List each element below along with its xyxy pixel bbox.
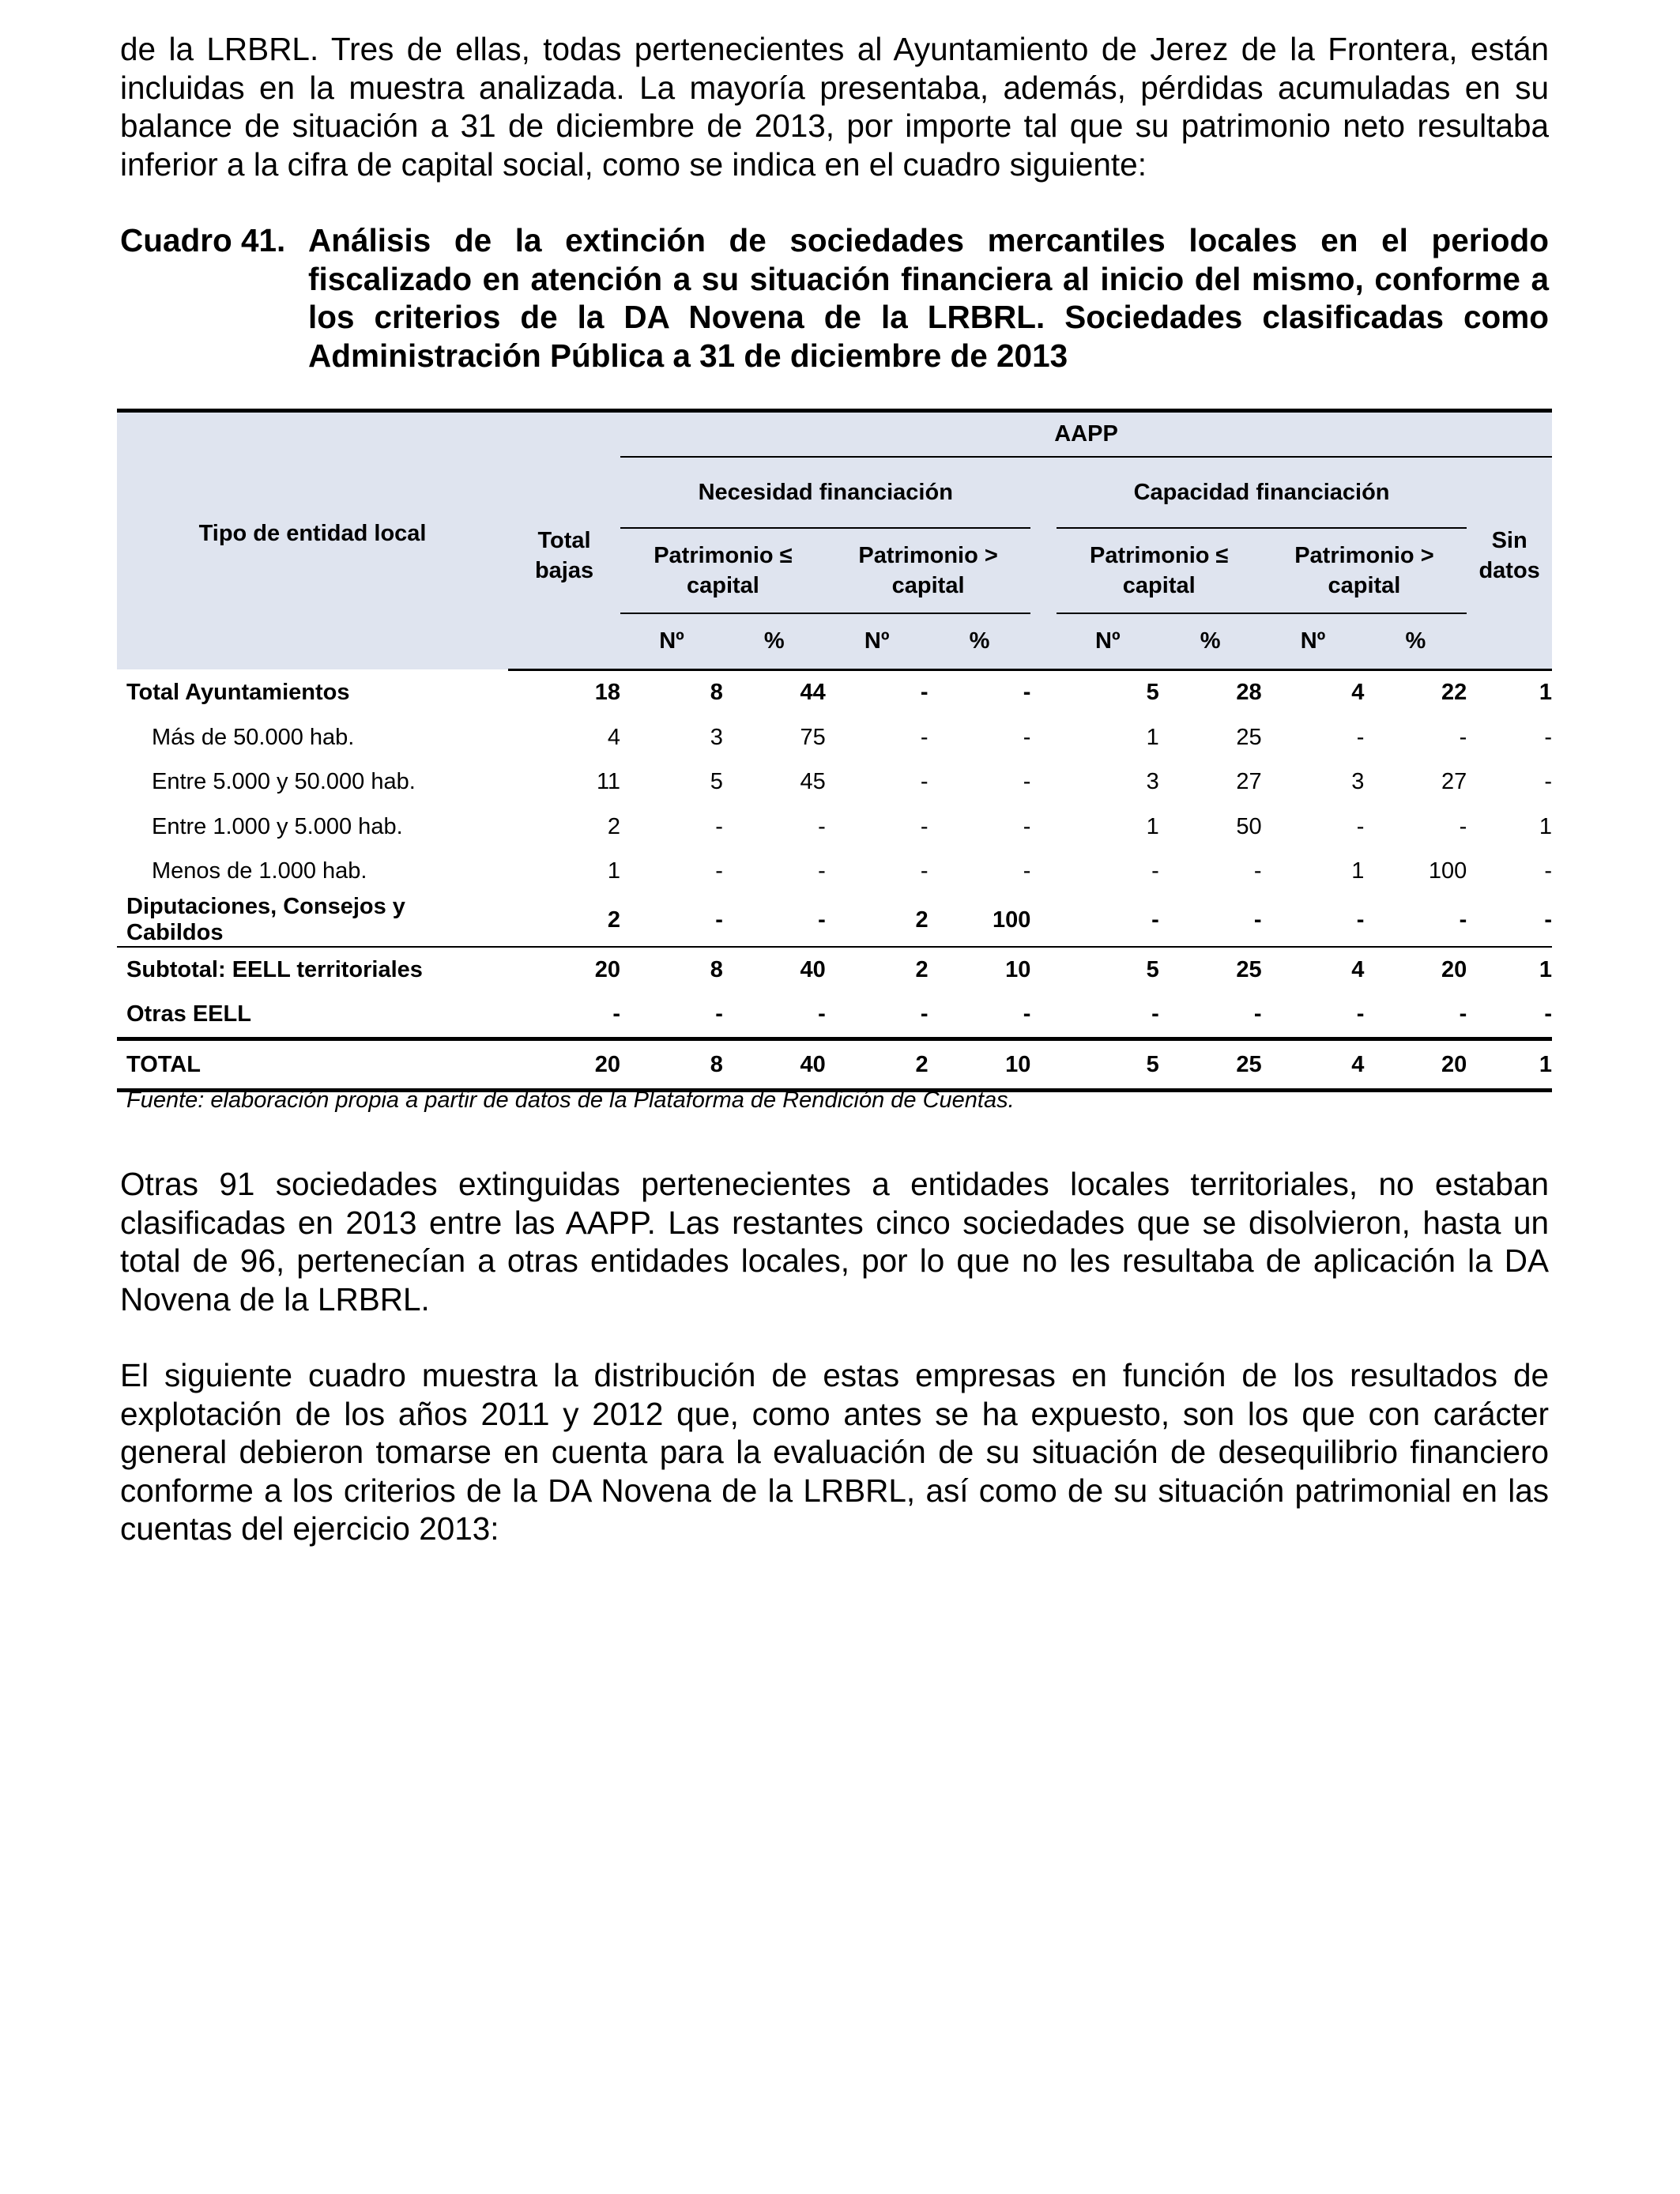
table-row	[117, 947, 1552, 993]
cell: 1	[1467, 1039, 1552, 1091]
cell: 3	[1146, 769, 1159, 795]
cell: 20	[1364, 1039, 1467, 1091]
cell: 28	[1236, 680, 1262, 706]
cell: -	[1023, 1001, 1031, 1027]
cell: -	[1253, 907, 1262, 933]
cell: 8	[620, 947, 723, 993]
cell: 4	[1262, 947, 1365, 993]
cell: 2	[915, 907, 929, 933]
header-num: Nº	[826, 613, 929, 669]
cell: 20	[1364, 947, 1467, 993]
cell: -	[715, 907, 723, 933]
header-pct: %	[1159, 613, 1262, 669]
cell: 10	[929, 1039, 1031, 1091]
cell: -	[818, 907, 826, 933]
cell: 100	[1428, 858, 1467, 884]
cell: 5	[1057, 1039, 1159, 1091]
table-source-note: Fuente: elaboración propia a partir de datos de la Plataforma de Rendición de Cuentas.	[126, 1088, 1015, 1113]
header-necesidad: Necesidad financiación	[620, 457, 1030, 528]
cell: -	[1459, 724, 1467, 750]
cell: 40	[723, 947, 826, 993]
cell: 4	[1262, 1039, 1365, 1091]
header-pct: %	[929, 613, 1031, 669]
row-label: Entre 5.000 y 50.000 hab.	[152, 769, 416, 795]
cell: 22	[1441, 680, 1467, 706]
caption-number: Cuadro 41.	[120, 222, 286, 258]
cell: -	[1253, 858, 1262, 884]
cell: 27	[1236, 769, 1262, 795]
header-sin-datos: Sin datos	[1467, 457, 1552, 669]
cell: 5	[1057, 947, 1159, 993]
header-nec-pat-le: Patrimonio ≤ capital	[620, 528, 826, 613]
header-pct: %	[723, 613, 826, 669]
cell: -	[1544, 907, 1552, 933]
cell: -	[1544, 858, 1552, 884]
cell: -	[818, 813, 826, 839]
cell: 1	[1467, 947, 1552, 993]
table-row	[117, 993, 1552, 1039]
cell: -	[1151, 858, 1159, 884]
table-row	[117, 715, 1552, 760]
cell: 25	[1159, 1039, 1262, 1091]
cell: -	[1459, 907, 1467, 933]
header-num: Nº	[620, 613, 723, 669]
cell: -	[1023, 813, 1031, 839]
cell: -	[1023, 724, 1031, 750]
cell: -	[1151, 907, 1159, 933]
cell: -	[920, 680, 929, 706]
cell: 2	[607, 907, 621, 933]
cell: 5	[1146, 680, 1159, 706]
cuadro-41-table	[117, 409, 1552, 1092]
cell: 75	[800, 724, 826, 750]
cell: 4	[1351, 680, 1365, 706]
caption-text: Análisis de la extinción de sociedades mercantiles locales en el periodo fiscalizado en atención a su situación financiera al inicio del mismo, conforme a los criterios de la DA Novena de la LRBRL. Sociedades clasificadas como Administración Pública a 31 de diciembre de 2013	[308, 222, 1549, 374]
row-label: Diputaciones, Consejos y Cabildos	[126, 894, 405, 945]
header-nec-pat-gt: Patrimonio > capital	[826, 528, 1031, 613]
row-label: Menos de 1.000 hab.	[152, 858, 367, 884]
table-row-total	[117, 1039, 1552, 1091]
header-capacidad: Capacidad financiación	[1057, 457, 1467, 528]
cell: 20	[508, 947, 620, 993]
header-num: Nº	[1262, 613, 1365, 669]
header-cap-pat-le: Patrimonio ≤ capital	[1057, 528, 1262, 613]
cell: -	[1544, 724, 1552, 750]
cell: 8	[620, 1039, 723, 1091]
cell: 8	[710, 680, 723, 706]
cell: -	[920, 813, 929, 839]
cell: -	[920, 858, 929, 884]
cell: -	[1356, 907, 1365, 933]
cell: 44	[800, 680, 826, 706]
header-cap-pat-gt: Patrimonio > capital	[1262, 528, 1467, 613]
cell: 50	[1236, 813, 1262, 839]
cell: 20	[508, 1039, 620, 1091]
cell: 18	[594, 680, 621, 706]
cell: 100	[993, 907, 1031, 933]
cell: 3	[710, 724, 723, 750]
cell: -	[1356, 1001, 1365, 1027]
table-row	[117, 760, 1552, 805]
cell: -	[818, 858, 826, 884]
cell: 1	[1539, 813, 1552, 839]
cell: -	[612, 1001, 621, 1027]
intro-paragraph: de la LRBRL. Tres de ellas, todas pertenecientes al Ayuntamiento de Jerez de la Frontera, están incluidas en la muestra analizada. La mayoría presentaba, además, pérdidas acumuladas en su balance de situación a 31 de diciembre de 2013, por importe tal que su patrimonio neto resultaba inferior a la cifra de capital social, como se indica en el cuadro siguiente:	[120, 31, 1549, 183]
cell: -	[1544, 1001, 1552, 1027]
cell: -	[920, 724, 929, 750]
row-label: Subtotal: EELL territoriales	[117, 947, 508, 993]
table-row	[117, 850, 1552, 895]
row-label: TOTAL	[117, 1039, 508, 1091]
cell: -	[1023, 858, 1031, 884]
cell: 45	[800, 769, 826, 795]
cell: -	[1023, 680, 1031, 706]
cell: -	[1151, 1001, 1159, 1027]
cell: 1	[1146, 724, 1159, 750]
row-label: Total Ayuntamientos	[126, 679, 350, 705]
cell: -	[920, 1001, 929, 1027]
cell: 2	[826, 1039, 929, 1091]
cell: -	[715, 813, 723, 839]
cell: 25	[1159, 947, 1262, 993]
cell: 1	[1539, 680, 1552, 706]
cell: -	[1023, 769, 1031, 795]
cell: 5	[710, 769, 723, 795]
cell: 40	[723, 1039, 826, 1091]
cell: -	[1544, 769, 1552, 795]
header-tipo: Tipo de entidad local	[117, 411, 508, 670]
cell: 1	[1146, 813, 1159, 839]
cell: -	[1459, 813, 1467, 839]
header-pct: %	[1364, 613, 1467, 669]
header-aapp: AAPP	[620, 411, 1552, 457]
cell: -	[1356, 813, 1365, 839]
row-label: Otras EELL	[126, 1001, 251, 1027]
cell: -	[1253, 1001, 1262, 1027]
header-total-bajas: Total bajas	[508, 457, 620, 669]
cell: -	[715, 1001, 723, 1027]
cell: -	[1459, 1001, 1467, 1027]
cell: 2	[607, 813, 621, 839]
cell: -	[920, 769, 929, 795]
cell: 2	[826, 947, 929, 993]
cell: -	[818, 1001, 826, 1027]
header-num: Nº	[1057, 613, 1159, 669]
cell: -	[715, 858, 723, 884]
cell: 1	[607, 858, 621, 884]
table-row	[117, 669, 1552, 715]
cell: 10	[929, 947, 1031, 993]
cell: 1	[1351, 858, 1365, 884]
cell: 25	[1236, 724, 1262, 750]
row-label: Más de 50.000 hab.	[152, 724, 355, 750]
table-row	[117, 894, 1552, 947]
table-row	[117, 805, 1552, 850]
body-paragraph: El siguiente cuadro muestra la distribución de estas empresas en función de los resultados de explotación de los años 2011 y 2012 que, como antes se ha expuesto, son los que con carácter general debieron tomarse en cuenta para la evaluación de su situación de desequilibrio financiero conforme a los criterios de la DA Novena de la LRBRL, así como de su situación patrimonial en las cuentas del ejercicio 2013:	[120, 1357, 1549, 1547]
cell: 27	[1441, 769, 1467, 795]
cell: 11	[596, 769, 621, 795]
cell: 3	[1351, 769, 1365, 795]
body-paragraph: Otras 91 sociedades extinguidas pertenecientes a entidades locales territoriales, no estaban clasificadas en 2013 entre las AAPP. Las restantes cinco sociedades que se disolvieron, hasta un total de 96, pertenecían a otras entidades locales, por lo que no les resultaba de aplicación la DA Novena de la LRBRL.	[120, 1166, 1549, 1318]
cell: -	[1356, 724, 1365, 750]
cell: 4	[607, 724, 621, 750]
row-label: Entre 1.000 y 5.000 hab.	[152, 813, 403, 839]
